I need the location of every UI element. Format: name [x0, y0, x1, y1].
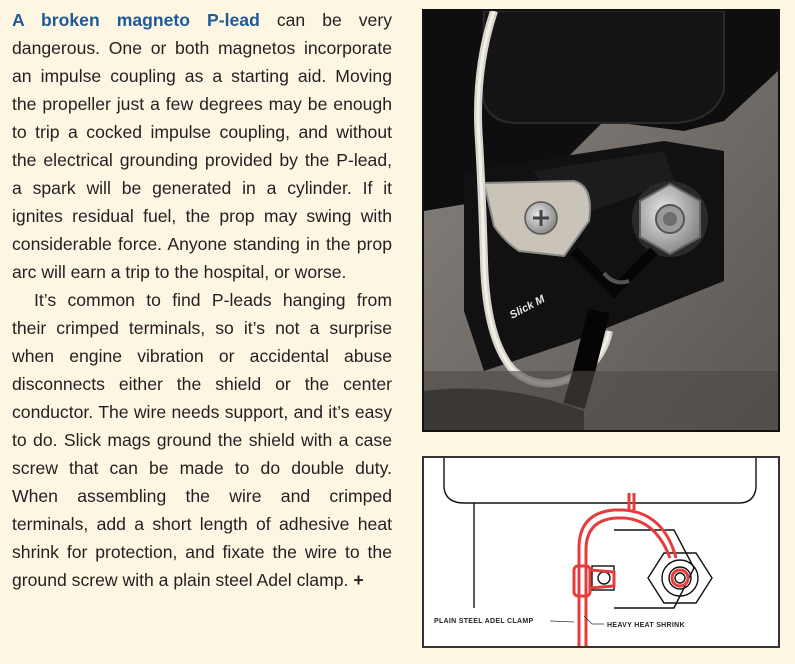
magneto-photo-image — [424, 11, 778, 430]
article-body — [12, 6, 392, 594]
magneto-label: Slick M — [507, 293, 547, 322]
label-heat-shrink: HEAVY HEAT SHRINK — [607, 622, 685, 629]
magneto-photo — [422, 9, 780, 432]
ground-screw — [632, 181, 708, 257]
label-adel-clamp: PLAIN STEEL ADEL CLAMP — [434, 618, 534, 625]
wiring-diagram-drawing — [424, 458, 778, 646]
paragraph-1-text: can be very dangerous. One or both magnetos incorporate an impulse coupling as a starting aid. Moving the propeller just a few degrees may be enough to trip a cocked impulse coupling, and without the electrical grounding provided by the P-lead, a spark will be generated in a cylinder. If it ignites residual fuel, the prop may swing with considerable force. Anyone standing in the prop arc will earn a trip to the hospital, or worse. — [12, 10, 392, 282]
magneto-outline — [444, 458, 756, 608]
paragraph-2-text: It’s common to find P-leads hanging from their crimped terminals, so it’s not a surprise when engine vibration or accidental abuse disconnects either the shield or the center conductor. The wire needs support, and it’s easy to do. Slick mags ground the shield with a case screw that can be made to do double duty. When assembling the wire and crimped terminals, add a short length of adhesive heat shrink for protection, and fixate the wire to the ground screw with a plain steel Adel clamp. — [12, 290, 392, 590]
wiring-diagram — [422, 456, 780, 648]
leader-lines — [550, 616, 604, 624]
end-mark: + — [353, 570, 364, 590]
paragraph-1 — [12, 6, 392, 286]
lead-phrase: A broken magneto P-lead — [12, 10, 260, 30]
paragraph-2 — [12, 286, 392, 594]
